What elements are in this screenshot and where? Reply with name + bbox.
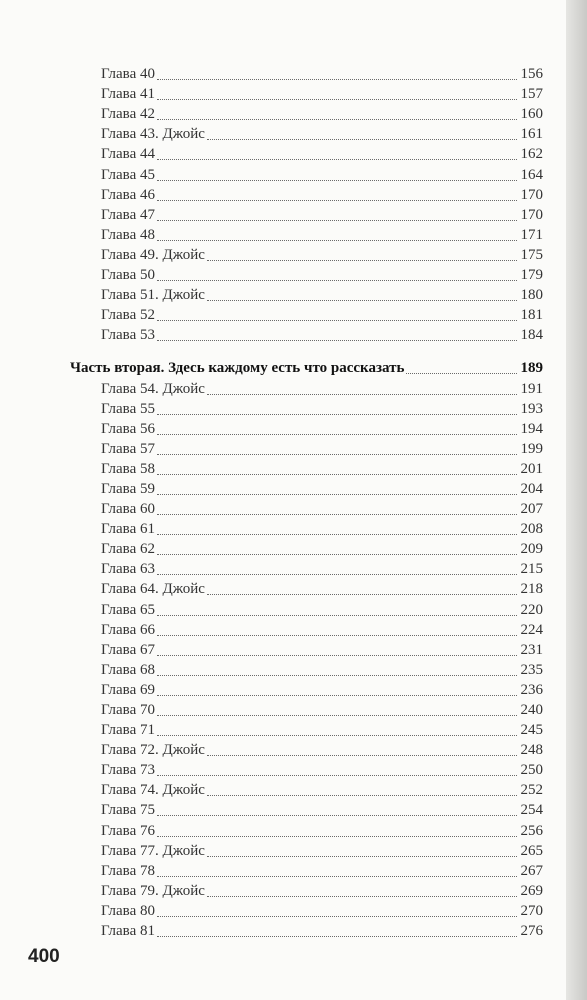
toc-entry-title: Глава 68 [101, 661, 155, 678]
toc-chapter-entry [70, 458, 543, 478]
toc-entry-page: 161 [520, 126, 543, 143]
toc-chapter-entry [70, 438, 543, 458]
toc-dot-leader [157, 534, 517, 535]
toc-entry-page: 245 [520, 722, 543, 739]
toc-entry-title: Глава 43. Джойс [101, 126, 205, 143]
toc-entry-page: 254 [520, 802, 543, 819]
toc-entry-page: 204 [520, 480, 543, 497]
toc-entry-page: 162 [520, 146, 543, 163]
toc-chapter-entry [70, 900, 543, 920]
toc-dot-leader [157, 320, 517, 321]
toc-entry-title: Глава 79. Джойс [101, 882, 205, 899]
toc-dot-leader [157, 240, 517, 241]
toc-dot-leader [157, 635, 517, 636]
toc-chapter-entry [70, 204, 543, 224]
toc-entry-page: 220 [520, 601, 543, 618]
toc-chapter-entry [70, 659, 543, 679]
toc-entry-page: 231 [520, 641, 543, 658]
toc-dot-leader [157, 916, 517, 917]
toc-entry-page: 170 [520, 186, 543, 203]
toc-chapter-entry [70, 679, 543, 699]
toc-entry-title: Глава 41 [101, 86, 155, 103]
toc-dot-leader [157, 876, 517, 877]
toc-chapter-entry [70, 860, 543, 880]
toc-chapter-entry [70, 558, 543, 578]
toc-dot-leader [157, 775, 517, 776]
toc-dot-leader [157, 159, 517, 160]
toc-dot-leader [157, 655, 517, 656]
toc-entry-title: Глава 52 [101, 307, 155, 324]
toc-dot-leader [157, 494, 517, 495]
toc-chapter-entry [70, 478, 543, 498]
toc-chapter-entry [70, 719, 543, 739]
toc-entry-title: Глава 54. Джойс [101, 380, 205, 397]
toc-entry-title: Глава 58 [101, 460, 155, 477]
toc-chapter-entry [70, 779, 543, 799]
toc-entry-title: Глава 42 [101, 106, 155, 123]
toc-chapter-entry [70, 377, 543, 397]
toc-chapter-entry [70, 619, 543, 639]
toc-entry-title: Глава 53 [101, 327, 155, 344]
toc-dot-leader [157, 574, 517, 575]
toc-entry-page: 156 [520, 66, 543, 83]
toc-chapter-entry [70, 739, 543, 759]
toc-chapter-entry [70, 418, 543, 438]
toc-entry-page: 171 [520, 226, 543, 243]
spine-shadow [566, 0, 587, 1000]
toc-chapter-entry [70, 143, 543, 163]
toc-entry-page: 248 [520, 742, 543, 759]
toc-entry-title: Глава 69 [101, 681, 155, 698]
toc-entry-title: Глава 61 [101, 521, 155, 538]
toc-dot-leader [157, 454, 517, 455]
toc-entry-title: Глава 44 [101, 146, 155, 163]
toc-chapter-entry [70, 819, 543, 839]
toc-dot-leader [157, 815, 517, 816]
page-number: 400 [28, 946, 60, 967]
toc-entry-page: 170 [520, 206, 543, 223]
toc-entry-page: 179 [520, 267, 543, 284]
toc-entry-title: Глава 63 [101, 561, 155, 578]
toc-dot-leader [207, 755, 517, 756]
toc-entry-title: Глава 71 [101, 722, 155, 739]
toc-dot-leader [157, 514, 517, 515]
toc-entry-title: Глава 59 [101, 480, 155, 497]
toc-entry-title: Глава 74. Джойс [101, 782, 205, 799]
toc-entry-page: 218 [520, 581, 543, 598]
toc-dot-leader [157, 180, 517, 181]
toc-chapter-entry [70, 840, 543, 860]
toc-dot-leader [207, 856, 517, 857]
toc-entry-title: Глава 65 [101, 601, 155, 618]
toc-entry-page: 181 [520, 307, 543, 324]
toc-chapter-entry [70, 799, 543, 819]
toc-chapter-entry [70, 284, 543, 304]
toc-entry-title: Глава 81 [101, 923, 155, 940]
toc-entry-page: 164 [520, 166, 543, 183]
toc-entry-page: 265 [520, 842, 543, 859]
toc-dot-leader [406, 373, 517, 374]
toc-entry-page: 189 [520, 360, 543, 377]
toc-dot-leader [157, 836, 517, 837]
toc-entry-page: 194 [520, 420, 543, 437]
toc-dot-leader [157, 695, 517, 696]
toc-entry-title: Глава 72. Джойс [101, 742, 205, 759]
toc-entry-page: 208 [520, 521, 543, 538]
toc-chapter-entry [70, 123, 543, 143]
toc-entry-title: Глава 77. Джойс [101, 842, 205, 859]
toc-chapter-entry [70, 538, 543, 558]
toc-chapter-entry [70, 598, 543, 618]
toc-entry-page: 270 [520, 902, 543, 919]
toc-chapter-entry [70, 639, 543, 659]
toc-dot-leader [157, 99, 517, 100]
toc-dot-leader [157, 554, 517, 555]
toc-chapter-entry [70, 244, 543, 264]
toc-entry-page: 235 [520, 661, 543, 678]
toc-entry-title: Глава 76 [101, 822, 155, 839]
toc-entry-page: 267 [520, 862, 543, 879]
toc-entry-title: Глава 40 [101, 66, 155, 83]
toc-entry-page: 240 [520, 702, 543, 718]
toc-dot-leader [157, 735, 517, 736]
toc-entry-page: 276 [520, 923, 543, 940]
toc-chapter-entry [70, 920, 543, 940]
toc-dot-leader [157, 715, 517, 716]
toc-part-entry [70, 357, 543, 377]
toc-entry-title: Глава 56 [101, 420, 155, 437]
toc-entry-title: Глава 45 [101, 166, 155, 183]
toc-entry-title: Глава 51. Джойс [101, 287, 205, 304]
toc-chapter-entry [70, 518, 543, 538]
toc-entry-page: 157 [520, 86, 543, 103]
toc-dot-leader [207, 896, 517, 897]
toc-entry-page: 236 [520, 681, 543, 698]
toc-entry-page: 250 [520, 762, 543, 779]
toc-entry-title: Глава 62 [101, 541, 155, 558]
toc-entry-title: Глава 80 [101, 902, 155, 919]
toc-chapter-entry [70, 578, 543, 598]
toc-entry-title: Глава 46 [101, 186, 155, 203]
toc-chapter-entry [70, 699, 543, 719]
toc-chapter-entry [70, 224, 543, 244]
toc-entry-title: Глава 78 [101, 862, 155, 879]
toc-entry-page: 201 [520, 460, 543, 477]
toc-entry-page: 160 [520, 106, 543, 123]
toc-entry-title: Глава 49. Джойс [101, 246, 205, 263]
toc-dot-leader [207, 300, 517, 301]
toc-entry-title: Глава 70 [101, 702, 155, 718]
toc-entry-page: 191 [520, 380, 543, 397]
toc-chapter-entry [70, 264, 543, 284]
toc-entry-title: Глава 47 [101, 206, 155, 223]
toc-chapter-entry [70, 304, 543, 324]
toc-entry-page: 180 [520, 287, 543, 304]
toc-dot-leader [157, 936, 517, 937]
toc-dot-leader [207, 260, 517, 261]
toc-dot-leader [157, 340, 517, 341]
toc-entry-title: Глава 73 [101, 762, 155, 779]
toc-entry-page: 256 [520, 822, 543, 839]
toc-entry-page: 224 [520, 621, 543, 638]
toc-entry-title: Глава 75 [101, 802, 155, 819]
toc-entry-title: Глава 48 [101, 226, 155, 243]
toc-dot-leader [157, 200, 517, 201]
table-of-contents [70, 63, 543, 940]
toc-entry-title: Глава 66 [101, 621, 155, 638]
toc-entry-page: 207 [520, 501, 543, 518]
toc-chapter-entry [70, 759, 543, 779]
toc-entry-page: 215 [520, 561, 543, 578]
toc-dot-leader [157, 79, 517, 80]
toc-entry-page: 184 [520, 327, 543, 344]
toc-dot-leader [207, 795, 517, 796]
toc-entry-title: Глава 60 [101, 501, 155, 518]
toc-entry-title: Глава 67 [101, 641, 155, 658]
toc-chapter-entry [70, 63, 543, 83]
toc-entry-title: Глава 55 [101, 400, 155, 417]
toc-entry-title: Глава 64. Джойс [101, 581, 205, 598]
toc-dot-leader [207, 394, 517, 395]
toc-dot-leader [157, 434, 517, 435]
toc-dot-leader [157, 474, 517, 475]
toc-entry-page: 199 [520, 440, 543, 457]
toc-chapter-entry [70, 184, 543, 204]
toc-chapter-entry [70, 83, 543, 103]
toc-entry-page: 269 [520, 882, 543, 899]
toc-dot-leader [157, 220, 517, 221]
toc-chapter-entry [70, 498, 543, 518]
toc-chapter-entry [70, 103, 543, 123]
toc-chapter-entry [70, 398, 543, 418]
toc-dot-leader [207, 594, 517, 595]
toc-dot-leader [157, 280, 517, 281]
toc-dot-leader [207, 139, 517, 140]
toc-entry-page: 193 [520, 400, 543, 417]
toc-chapter-entry [70, 163, 543, 183]
toc-entry-title: Часть вторая. Здесь каждому есть что рассказать [70, 360, 405, 377]
toc-entry-title: Глава 57 [101, 440, 155, 457]
toc-entry-page: 252 [520, 782, 543, 799]
toc-dot-leader [157, 414, 517, 415]
toc-dot-leader [157, 675, 517, 676]
toc-dot-leader [157, 615, 517, 616]
toc-entry-page: 209 [520, 541, 543, 558]
toc-dot-leader [157, 119, 517, 120]
toc-entry-page: 175 [520, 246, 543, 263]
toc-entry-title: Глава 50 [101, 267, 155, 284]
toc-chapter-entry [70, 880, 543, 900]
toc-chapter-entry [70, 324, 543, 344]
